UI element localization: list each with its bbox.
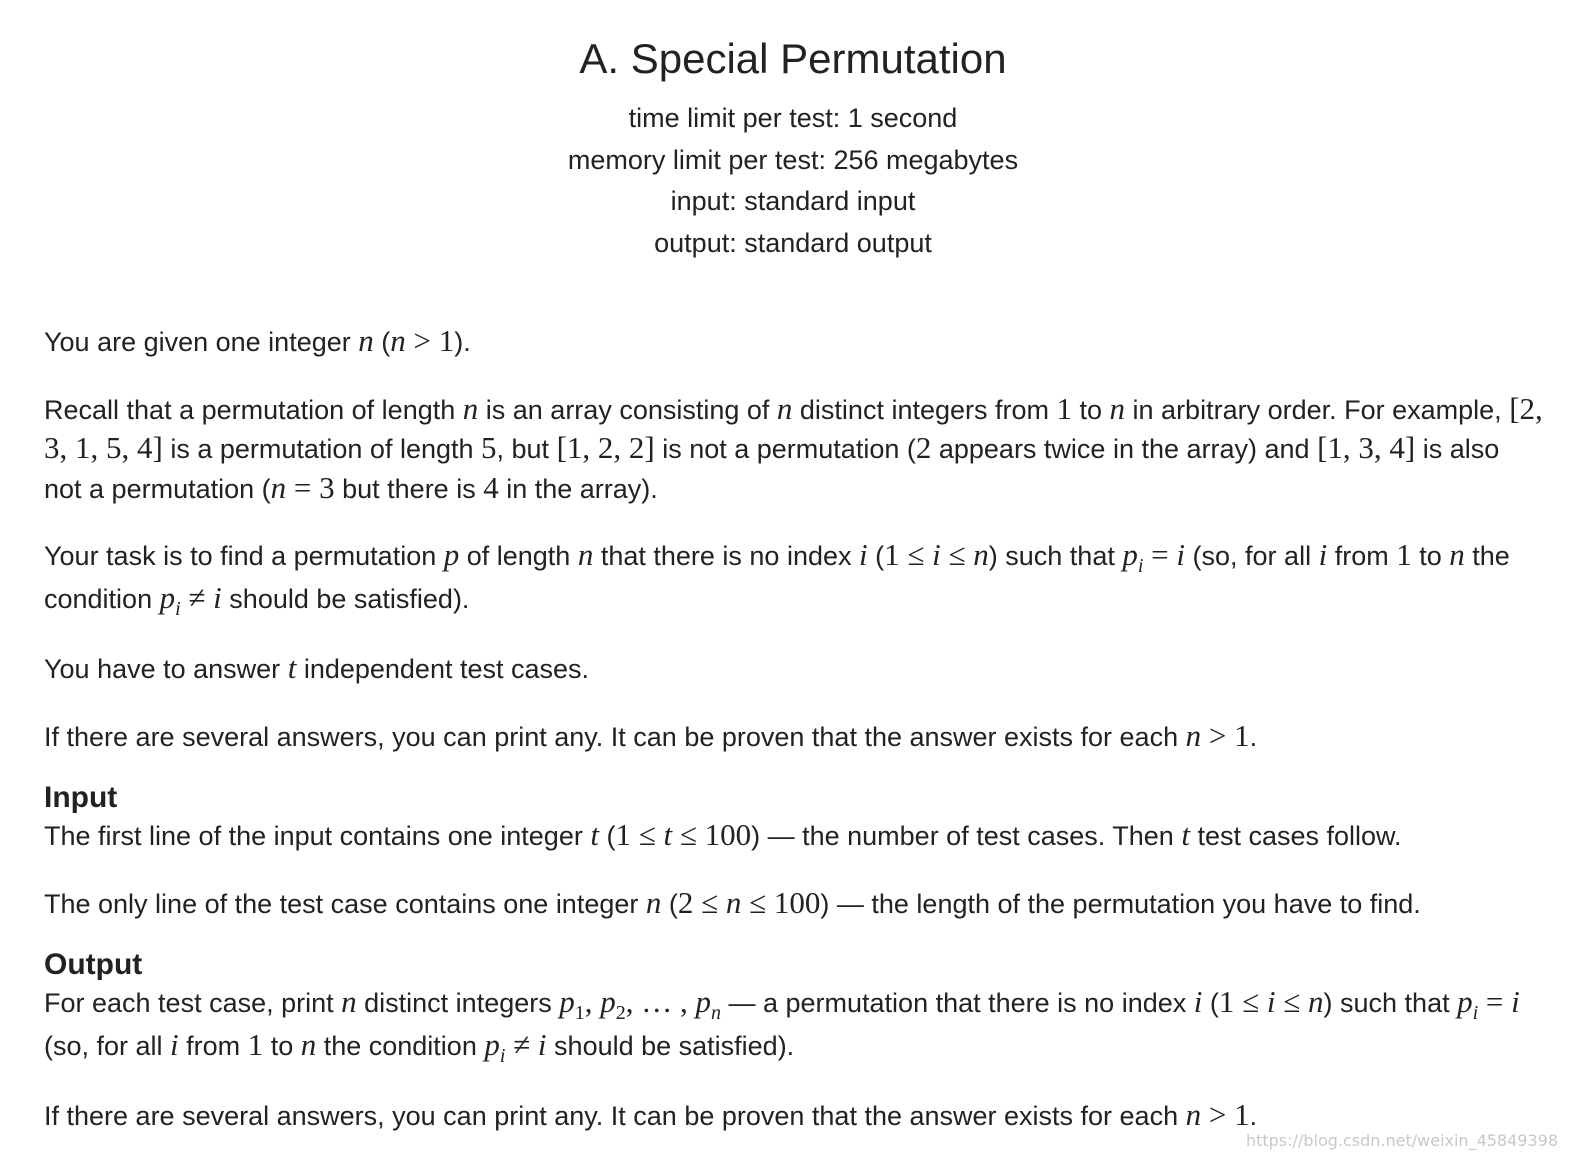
output-paragraph-2: If there are several answers, you can print any. It can be proven that the answer exists for each n > 1. bbox=[44, 1097, 1258, 1132]
memory-limit: memory limit per test: 256 megabytes bbox=[567, 144, 1019, 175]
output-heading: Output bbox=[44, 948, 143, 981]
input-heading: Input bbox=[44, 781, 118, 814]
time-limit: time limit per test: 1 second bbox=[628, 103, 958, 133]
problem-limits bbox=[0, 98, 1586, 264]
output-spec: output: standard output bbox=[654, 227, 932, 258]
problem-statement bbox=[44, 322, 1544, 1164]
statement-paragraph-1: You are given one integer n (n > 1). bbox=[44, 323, 471, 358]
csdn-watermark: https://blog.csdn.net/weixin_45849398 bbox=[1245, 1131, 1558, 1150]
statement-paragraph-5: If there are several answers, you can print any. It can be proven that the answer exists for each n > 1. bbox=[44, 717, 1258, 753]
problem-title: A. Special Permutation bbox=[579, 35, 1007, 82]
output-paragraph-1: For each test case, print n distinct integers $p_1$, $p_2$, … , $p_n$ — a permutation that there is no index i (1 ≤ i ≤ n) such that $p_i = i$ (so, for all i from 1 to n the condition $p_i \ne i$ should be satisfied). bbox=[44, 984, 1520, 1067]
input-paragraph-1: The first line of the input contains one integer t (1 ≤ t ≤ 100) — the number of test cases. Then t test cases follow. bbox=[44, 817, 1402, 852]
input-paragraph-2: The only line of the test case contains one integer n (2 ≤ n ≤ 100) — the length of the permutation you have to find. bbox=[44, 884, 1421, 920]
statement-paragraph-2: Recall that a permutation of length n is an array consisting of n distinct integers from 1 to n in arbitrary order. For example, [2, 3, 1, 5, 4] is a permutation of length 5, but [1, 2, 2] is not a permutation (2 appears twice in the array) and [1, 3, 4] is also not a permutation (n = 3 but there is 4 in the array). bbox=[44, 390, 1543, 505]
input-spec: input: standard input bbox=[670, 186, 916, 216]
output-section bbox=[44, 947, 1544, 1136]
input-section bbox=[44, 780, 1544, 923]
statement-paragraph-4: You have to answer t independent test cases. bbox=[44, 650, 590, 685]
statement-paragraph-3: Your task is to find a permutation p of length n that there is no index i (1 ≤ i ≤ n) such that $p_i = i$ (so, for all i from 1 to n the condition $p_i \ne i$ should be satisfied). bbox=[44, 537, 1510, 620]
problem-header bbox=[0, 34, 1586, 264]
